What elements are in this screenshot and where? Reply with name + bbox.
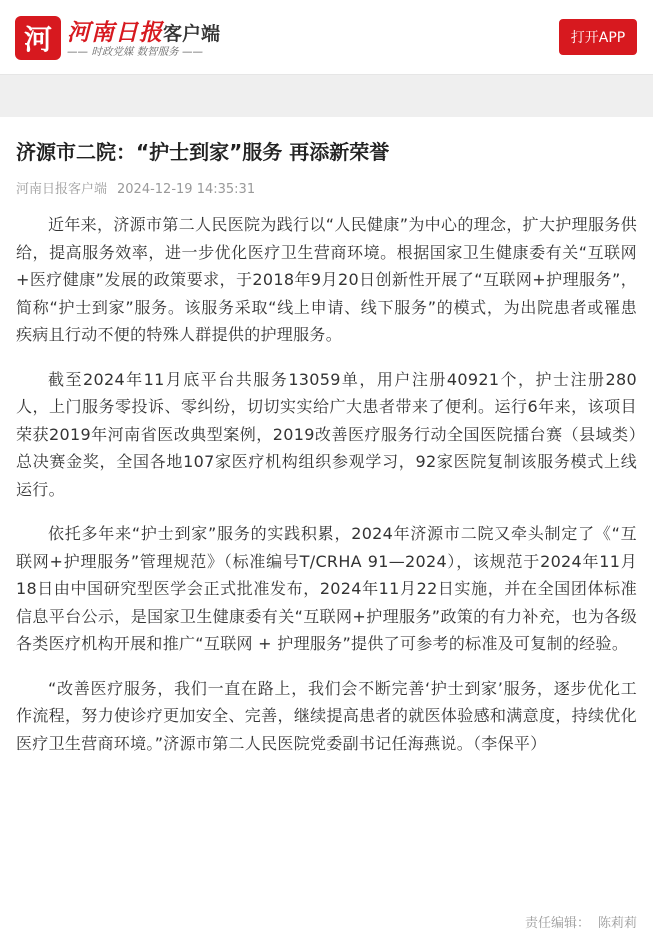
article-paragraph: 截至2024年11月底平台共服务13059单，用户注册40921个，护士注册280人，上门服务零投诉、零纠纷，切切实实给广大患者带来了便利。运行6年来，该项目荣获2019年河南省医改典型案例，2019改善医疗服务行动全国医院擂台赛（县域类）总决赛金奖，全国各地107家医疗机构组织参观学习，92家医院复制该服务模式上线运行。 [16,369,637,499]
article-date: 2024-12-19 14:35:31 [117,182,256,197]
responsible-editor [525,912,637,931]
article-body [16,211,637,757]
logo-icon[interactable]: 河 [15,16,61,60]
editor-name: 陈莉莉 [597,916,637,931]
divider-band [0,75,653,117]
top-bar [0,0,653,75]
article [16,117,637,774]
article-paragraph: 近年来，济源市第二人民医院为践行以“人民健康”为中心的理念，扩大护理服务供给，提高服务效率，进一步优化医疗卫生营商环境。根据国家卫生健康委有关“互联网+医疗健康”发展的政策要求，于2018年9月20日创新性开展了“互联网+护理服务”，简称“护士到家”服务。该服务采取“线上申请、线下服务”的模式，为出院患者或罹患疾病且行动不便的特殊人群提供的护理服务。 [16,215,637,344]
editor-label: 责任编辑： [524,916,590,931]
article-source[interactable]: 河南日报客户端 [16,182,108,197]
article-paragraph: “改善医疗服务，我们一直在路上，我们会不断完善‘护士到家’服务，逐步优化工作流程，努力使诊疗更加安全、完善，继续提高患者的就医体验感和满意度，持续优化医疗卫生营商环境。”济源市第二人民医院党委副书记任海燕说。（李保平） [16,678,637,753]
brand-name [67,14,221,46]
article-meta [16,181,637,199]
brand-name-main: 河南日报 [67,19,163,46]
brand-name-suffix: 客户端 [163,23,221,45]
article-title: 济源市二院：“护士到家”服务 再添新荣誉 [16,140,390,164]
brand-slogan: —— 时政党媒 数智服务 —— [67,46,204,58]
open-app-button[interactable]: 打开APP [559,19,637,55]
article-paragraph: 依托多年来“护士到家”服务的实践积累，2024年济源市二院又牵头制定了《“互联网+护理服务”管理规范》（标准编号T/CRHA 91—2024），该规范于2024年11月18日由中国研究型医学会正式批准发布，2024年11月22日实施，并在全国团体标准信息平台公示，是国家卫生健康委有关“互联网+护理服务”政策的有力补充，也为各级各类医疗机构开展和推广“互联网 + 护理服务”提供了可参考的标准及可复制的经验。 [16,524,637,653]
